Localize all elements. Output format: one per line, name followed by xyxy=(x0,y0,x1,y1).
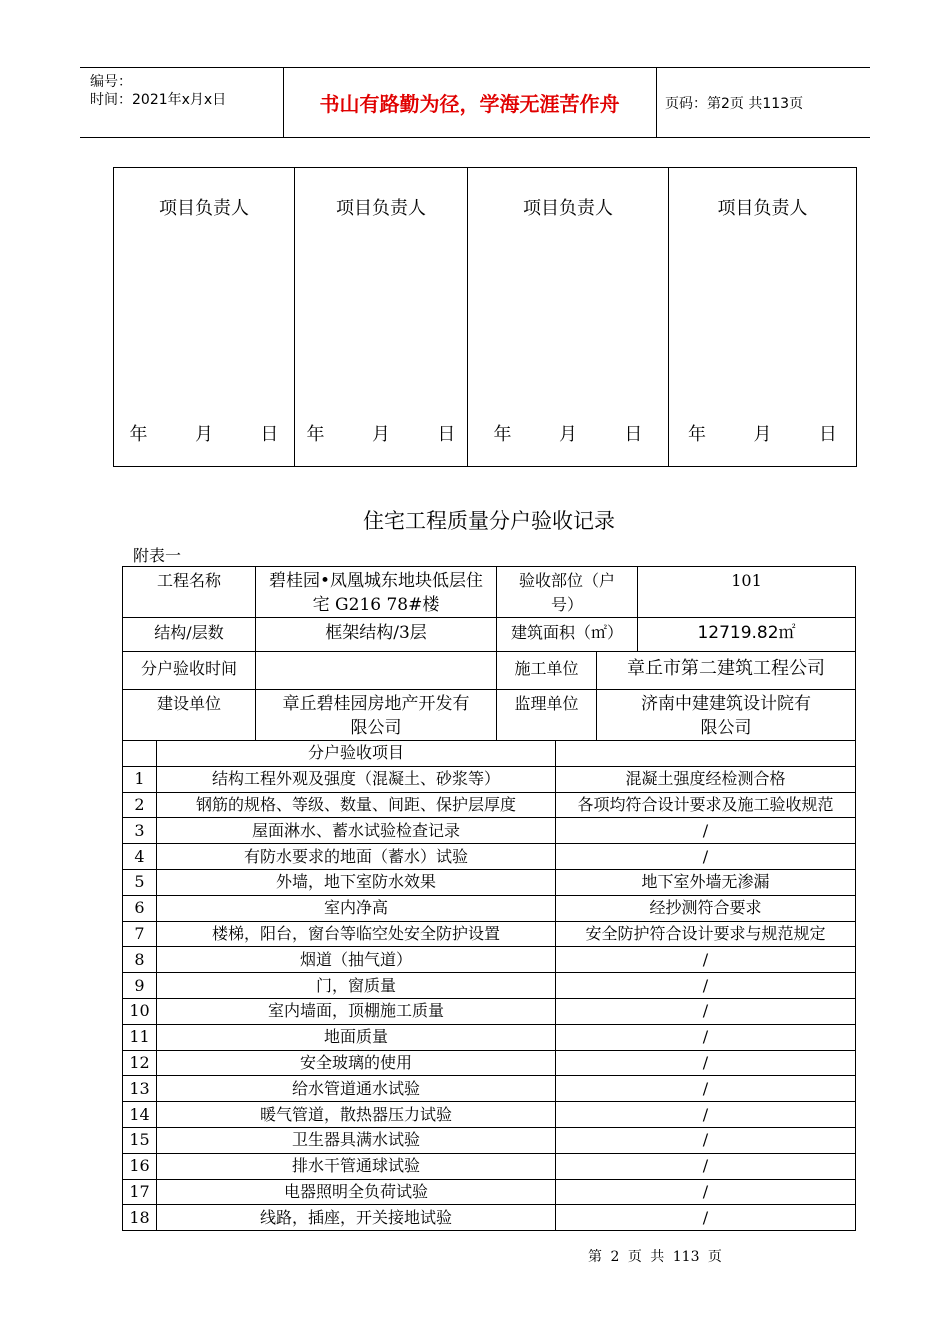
item-result: / xyxy=(556,818,856,844)
item-name: 给水管道通水试验 xyxy=(157,1076,556,1102)
info-table xyxy=(122,566,856,652)
item-number: 13 xyxy=(123,1076,157,1102)
items-header-result xyxy=(556,741,856,767)
item-number: 8 xyxy=(123,947,157,973)
item-number: 18 xyxy=(123,1205,157,1231)
item-name: 安全玻璃的使用 xyxy=(157,1050,556,1076)
item-result: 各项均符合设计要求及施工验收规范 xyxy=(556,792,856,818)
table-row xyxy=(123,818,856,844)
item-result: / xyxy=(556,1050,856,1076)
area-label: 建筑面积（㎡） xyxy=(497,618,638,652)
item-name: 线路，插座，开关接地试验 xyxy=(157,1205,556,1231)
signature-cell xyxy=(669,168,857,467)
item-result: / xyxy=(556,1024,856,1050)
items-table xyxy=(122,740,856,1231)
item-name: 外墙，地下室防水效果 xyxy=(157,869,556,895)
item-result: 地下室外墙无渗漏 xyxy=(556,869,856,895)
signature-cell xyxy=(295,168,468,467)
signature-date: 年 月 日 xyxy=(306,424,456,445)
item-name: 卫生器具满水试验 xyxy=(157,1127,556,1153)
item-number: 11 xyxy=(123,1024,157,1050)
signature-role: 项目负责人 xyxy=(717,198,808,219)
item-result: / xyxy=(556,844,856,870)
header-page-info: 页码：第2页 共113页 xyxy=(665,95,804,112)
table-row xyxy=(123,921,856,947)
table-row xyxy=(123,1205,856,1231)
item-result: / xyxy=(556,1205,856,1231)
item-number: 9 xyxy=(123,973,157,999)
item-result: 经抄测符合要求 xyxy=(556,895,856,921)
item-name: 有防水要求的地面（蓄水）试验 xyxy=(157,844,556,870)
signature-role: 项目负责人 xyxy=(336,198,426,219)
item-name: 暖气管道，散热器压力试验 xyxy=(157,1102,556,1128)
signature-date: 年 月 日 xyxy=(493,424,643,445)
time-label: 时间：2021年x月x日 xyxy=(90,92,227,108)
item-name: 室内净高 xyxy=(157,895,556,921)
item-name: 室内墙面，顶棚施工质量 xyxy=(157,998,556,1024)
item-number: 17 xyxy=(123,1179,157,1205)
accept-time xyxy=(256,652,497,690)
item-name: 烟道（抽气道） xyxy=(157,947,556,973)
item-name: 电器照明全负荷试验 xyxy=(157,1179,556,1205)
item-number: 6 xyxy=(123,895,157,921)
header-motto: 书山有路勤为径，学海无涯苦作舟 xyxy=(319,92,620,116)
item-name: 门，窗质量 xyxy=(157,973,556,999)
items-header: 分户验收项目 xyxy=(157,741,556,767)
construction-unit: 章丘市第二建筑工程公司 xyxy=(597,652,856,690)
item-number: 1 xyxy=(123,766,157,792)
supervisor-label: 监理单位 xyxy=(497,690,597,741)
header-divider xyxy=(656,68,657,137)
item-result: 混凝土强度经检测合格 xyxy=(556,766,856,792)
item-result: / xyxy=(556,973,856,999)
item-result: / xyxy=(556,947,856,973)
table-row xyxy=(123,1179,856,1205)
item-number: 2 xyxy=(123,792,157,818)
structure: 框架结构/3层 xyxy=(256,618,497,652)
table-row xyxy=(123,895,856,921)
item-result: / xyxy=(556,1179,856,1205)
page-footer: 第 2 页 共 113 页 xyxy=(588,1249,722,1265)
table-row xyxy=(123,1050,856,1076)
item-result: / xyxy=(556,1076,856,1102)
signature-role: 项目负责人 xyxy=(523,198,613,219)
project-name-label: 工程名称 xyxy=(123,567,256,618)
table-row xyxy=(123,973,856,999)
developer: 章丘碧桂园房地产开发有限公司 xyxy=(256,690,497,741)
table-row xyxy=(123,792,856,818)
item-number: 16 xyxy=(123,1153,157,1179)
item-name: 排水干管通球试验 xyxy=(157,1153,556,1179)
item-number: 3 xyxy=(123,818,157,844)
table-row xyxy=(123,766,856,792)
signature-cell xyxy=(114,168,295,467)
structure-label: 结构/层数 xyxy=(123,618,256,652)
signature-date: 年 月 日 xyxy=(688,424,837,445)
area: 12719.82㎡ xyxy=(638,618,856,652)
item-number: 10 xyxy=(123,998,157,1024)
table-row xyxy=(123,844,856,870)
document-title: 住宅工程质量分户验收记录 xyxy=(363,509,615,533)
signature-cell xyxy=(468,168,669,467)
item-name: 结构工程外观及强度（混凝土、砂浆等） xyxy=(157,766,556,792)
item-number: 15 xyxy=(123,1127,157,1153)
table-row xyxy=(123,1127,856,1153)
table-row xyxy=(123,1024,856,1050)
item-number: 5 xyxy=(123,869,157,895)
item-result: / xyxy=(556,1102,856,1128)
item-number: 4 xyxy=(123,844,157,870)
item-number: 12 xyxy=(123,1050,157,1076)
item-name: 楼梯，阳台，窗台等临空处安全防护设置 xyxy=(157,921,556,947)
item-name: 地面质量 xyxy=(157,1024,556,1050)
accept-time-label: 分户验收时间 xyxy=(123,652,256,690)
developer-label: 建设单位 xyxy=(123,690,256,741)
item-result: / xyxy=(556,1127,856,1153)
table-row xyxy=(123,947,856,973)
number-label: 编号： xyxy=(90,74,132,90)
signature-table xyxy=(113,167,857,467)
accept-part-label: 验收部位（户号） xyxy=(497,567,638,618)
item-result: 安全防护符合设计要求与规范规定 xyxy=(556,921,856,947)
signature-date: 年 月 日 xyxy=(129,424,279,445)
appendix-label: 附表一 xyxy=(133,546,182,565)
item-number: 7 xyxy=(123,921,157,947)
info-table xyxy=(122,651,856,741)
header-meta xyxy=(90,73,226,109)
item-number: 14 xyxy=(123,1102,157,1128)
item-result: / xyxy=(556,1153,856,1179)
item-name: 钢筋的规格、等级、数量、间距、保护层厚度 xyxy=(157,792,556,818)
items-header-no xyxy=(123,741,157,767)
construction-unit-label: 施工单位 xyxy=(497,652,597,690)
table-row xyxy=(123,1076,856,1102)
item-result: / xyxy=(556,998,856,1024)
accept-part: 101 xyxy=(638,567,856,618)
table-row xyxy=(123,1153,856,1179)
table-row xyxy=(123,1102,856,1128)
project-name: 碧桂园•凤凰城东地块低层住宅 G216 78#楼 xyxy=(256,567,497,618)
page-header xyxy=(80,67,870,138)
table-row xyxy=(123,998,856,1024)
item-name: 屋面淋水、蓄水试验检查记录 xyxy=(157,818,556,844)
table-row xyxy=(123,869,856,895)
supervisor: 济南中建建筑设计院有限公司 xyxy=(597,690,856,741)
signature-role: 项目负责人 xyxy=(159,198,249,219)
